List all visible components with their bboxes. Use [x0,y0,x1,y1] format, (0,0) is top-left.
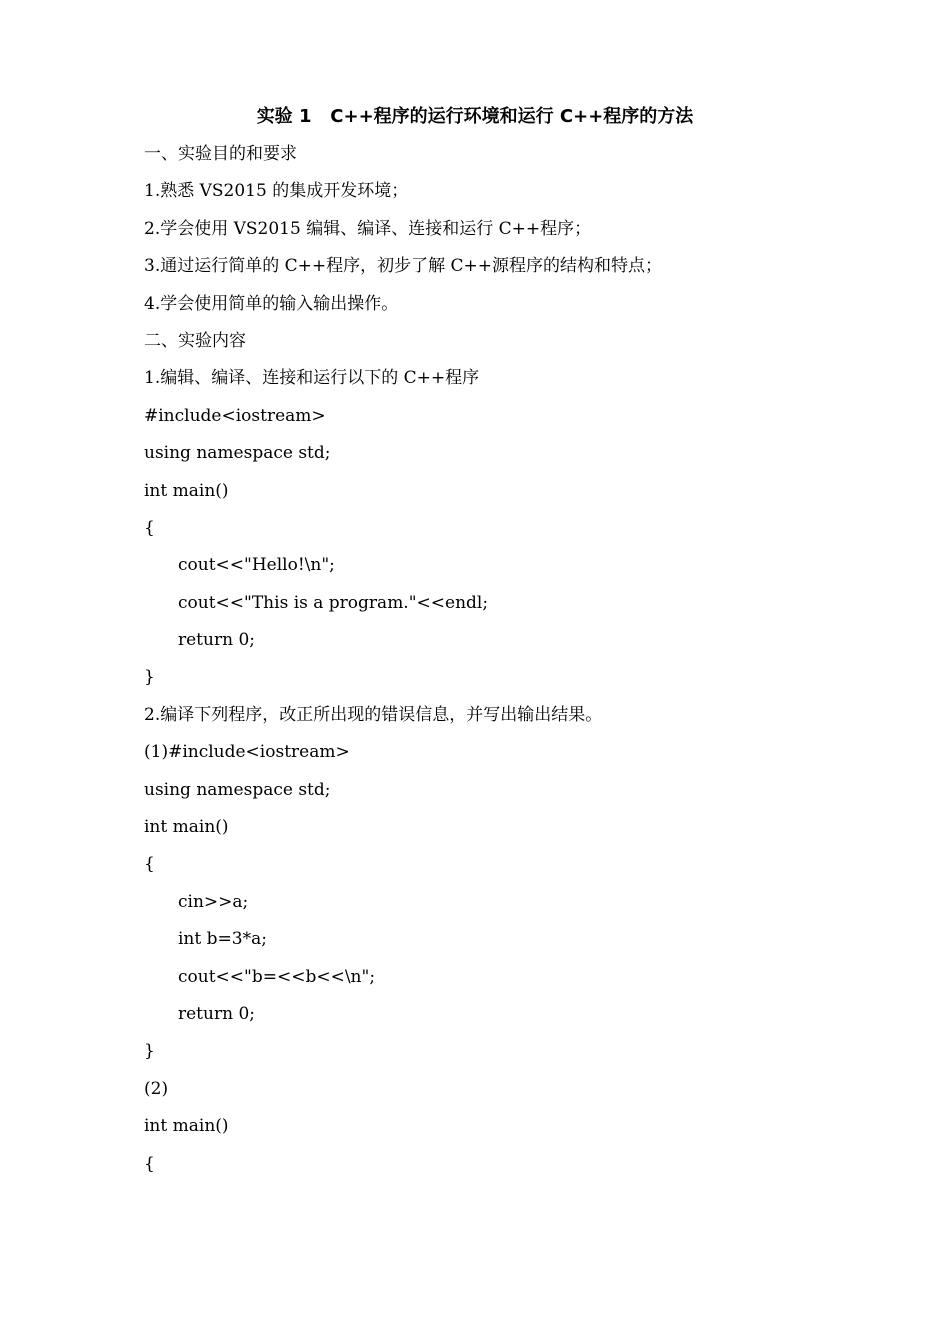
text-line: return 0; [178,1003,255,1024]
text-line: cout<<"b=<<b<<\n"; [178,966,376,987]
text-line: int main() [144,817,229,838]
document-title: 实验 1 C++程序的运行环境和运行 C++程序的方法 [256,106,694,127]
document-body [144,141,844,1188]
text-line: 二、实验内容 [144,330,246,351]
text-line: 1.编辑、编译、连接和运行以下的 C++程序 [144,368,480,389]
text-line: 2.编译下列程序，改正所出现的错误信息，并写出输出结果。 [144,704,603,725]
text-line: 一、实验目的和要求 [144,144,297,164]
text-line: using namespace std; [144,443,331,464]
text-line: cout<<"This is a program."<<endl; [178,592,489,613]
text-line: int main() [144,480,229,501]
text-line: using namespace std; [144,779,331,800]
text-line: (1)#include<iostream> [144,742,350,763]
text-line: (2) [144,1078,169,1099]
text-line: 2.学会使用 VS2015 编辑、编译、连接和运行 C++程序； [144,218,592,239]
text-line: 1.熟悉 VS2015 的集成开发环境； [144,181,409,202]
text-line: cout<<"Hello!\n"; [178,555,335,576]
text-line: return 0; [178,630,255,651]
text-line: } [144,1041,155,1062]
text-line: int b=3*a; [178,929,267,950]
text-line: } [144,667,155,688]
text-line: 3.通过运行简单的 C++程序，初步了解 C++源程序的结构和特点； [144,256,663,277]
text-line: int main() [144,1116,229,1137]
text-line: cin>>a; [178,891,249,912]
text-line: { [144,1153,155,1174]
text-line: 4.学会使用简单的输入输出操作。 [144,293,399,314]
text-line: { [144,517,155,538]
text-line: { [144,854,155,875]
text-line: #include<iostream> [144,405,326,426]
